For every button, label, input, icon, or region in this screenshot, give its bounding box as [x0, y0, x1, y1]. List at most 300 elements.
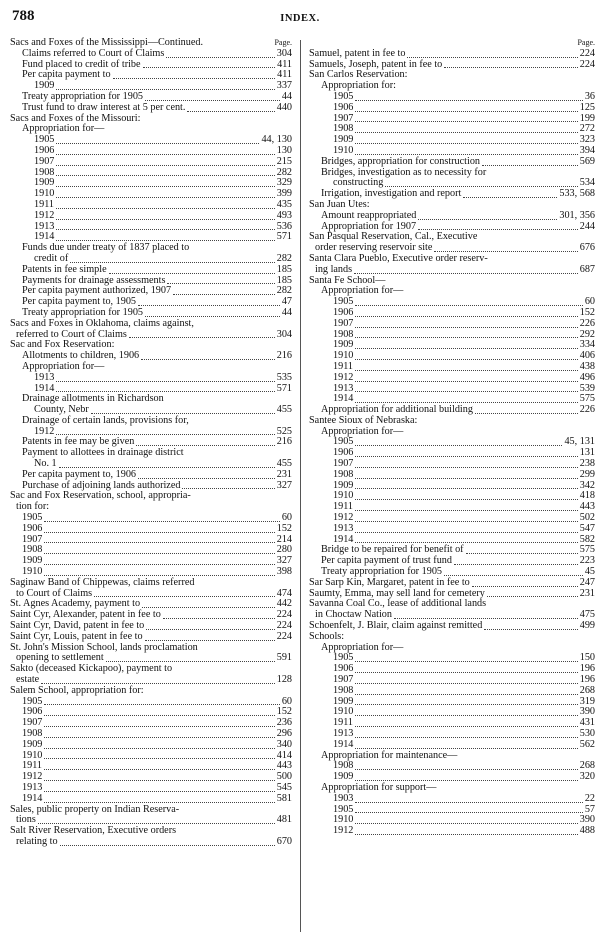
index-entry-page: 268 [579, 684, 595, 696]
dot-leader [472, 586, 578, 587]
index-entry [10, 772, 292, 783]
index-entry-text: 1914 [34, 382, 55, 394]
index-entry-text: Schools: [309, 630, 345, 642]
index-entry-text: 1907 [22, 717, 43, 729]
index-entry-text: 1912 [333, 371, 354, 383]
dot-leader [418, 219, 557, 220]
index-entry-text: 1908 [333, 760, 354, 772]
index-entry-page: 196 [579, 663, 595, 675]
dot-leader [418, 229, 578, 230]
index-entry-page: 231 [276, 468, 292, 480]
dot-leader [355, 683, 577, 684]
index-entry-text: Saint Cyr, Alexander, patent in fee to [10, 609, 161, 621]
dot-leader [44, 769, 275, 770]
index-entry-page: 399 [276, 188, 292, 200]
index-entry-page: 535 [276, 371, 292, 383]
dot-leader [163, 618, 275, 619]
index-entry-text: Sar Sarp Kin, Margaret, patent in fee to [309, 576, 470, 588]
index-entry-text: Appropriation for support— [321, 781, 437, 793]
index-entry-text: 1906 [333, 663, 354, 675]
dot-leader [113, 78, 276, 79]
dot-leader [56, 143, 259, 144]
dot-leader [44, 726, 274, 727]
index-entry-text: 1907 [333, 112, 354, 124]
dot-leader [355, 510, 578, 511]
index-entry-page: 301, 356 [559, 209, 595, 221]
index-entry-text: Bridge to be repaired for benefit of [321, 544, 464, 556]
index-entry-text: Salt River Reservation, Executive orders [10, 825, 177, 837]
index-entry [10, 794, 292, 805]
index-entry-text: estate [16, 674, 40, 686]
index-entry-text: 1908 [22, 728, 43, 739]
index-entry [10, 265, 292, 276]
dot-leader [44, 564, 274, 565]
index-entry-text: Appropriation for— [22, 360, 105, 372]
dot-leader [355, 780, 577, 781]
index-entry-text: Irrigation, investigation and report [321, 188, 462, 200]
index-entry-page: 530 [579, 728, 595, 739]
index-entry-page: 390 [579, 706, 595, 718]
dot-leader [475, 413, 578, 414]
dot-leader [355, 305, 582, 306]
index-entry-text: 1906 [22, 522, 43, 534]
index-entry [10, 157, 292, 168]
index-entry-text: 1909 [34, 80, 55, 92]
dot-leader [44, 532, 274, 533]
index-entry-text: Per capita payment to [22, 69, 111, 81]
index-entry [10, 632, 292, 643]
index-entry-text: Bridges, appropriation for construction [321, 155, 481, 167]
index-entry [309, 794, 595, 805]
index-entry-text: Treaty appropriation for 1905 [321, 566, 443, 578]
index-entry-page: 323 [579, 134, 595, 146]
index-entry-page: 571 [276, 231, 292, 243]
index-entry-page: 238 [579, 458, 595, 470]
index-entry-page: 224 [276, 609, 292, 621]
index-entry-text: 1909 [34, 177, 55, 189]
index-entry-text: Payments for drainage assessments [22, 274, 166, 286]
dot-leader [482, 165, 578, 166]
index-entry-text: Treaty appropriation for 1905 [22, 306, 144, 318]
index-entry-page: 268 [579, 760, 595, 772]
index-entry-text: Saint Cyr, Louis, patent in fee to [10, 630, 143, 642]
dot-leader [355, 132, 577, 133]
dot-leader [355, 726, 578, 727]
index-entry-page: 60 [281, 512, 292, 524]
index-entry-page: 499 [579, 620, 595, 632]
dot-leader [56, 89, 274, 90]
index-entry [10, 319, 292, 330]
index-entry-text: 1913 [34, 220, 55, 232]
dot-leader [94, 596, 275, 597]
index-entry-page: 406 [579, 350, 595, 362]
index-entry-text: 1905 [22, 512, 43, 524]
index-entry-text: Patents in fee may be given [22, 436, 135, 448]
index-entry-page: 435 [276, 198, 292, 210]
index-entry-page: 414 [276, 749, 292, 761]
index-entry-text: 1906 [333, 306, 354, 318]
dot-leader [44, 704, 279, 705]
index-entry-text: 1910 [22, 749, 43, 761]
index-entry-page: 390 [579, 814, 595, 826]
index-entry-page: 342 [579, 479, 595, 491]
index-entry-text: Sakto (deceased Kickapoo), payment to [10, 663, 173, 675]
index-entry-page: 226 [579, 317, 595, 329]
index-entry [10, 761, 292, 772]
dot-leader [355, 715, 577, 716]
index-entry-page: 670 [276, 835, 292, 847]
index-entry-page: 224 [276, 630, 292, 642]
index-entry-text: 1906 [333, 101, 354, 113]
index-entry-text: St. John's Mission School, lands proclamation [10, 641, 198, 653]
index-entry-page: 60 [584, 296, 595, 308]
index-entry-text: 1912 [34, 209, 55, 221]
index-entry-text: 1909 [333, 695, 354, 707]
dot-leader [355, 834, 577, 835]
index-entry [10, 837, 292, 848]
index-entry [10, 805, 292, 816]
dot-leader [146, 629, 274, 630]
index-entry-page: 36 [584, 90, 595, 102]
dot-leader [44, 758, 274, 759]
column-divider [300, 40, 301, 932]
dot-leader [434, 251, 577, 252]
index-entry-page: 45, 131 [564, 436, 595, 448]
index-entry-page: 236 [276, 717, 292, 729]
index-entry-text: 1911 [333, 717, 353, 729]
index-entry-text: 1910 [333, 144, 354, 156]
index-entry-text: 1905 [34, 134, 55, 146]
index-entry [10, 491, 292, 502]
index-entry [10, 513, 292, 524]
dot-leader [355, 521, 577, 522]
dot-leader [44, 521, 279, 522]
index-entry [309, 826, 595, 837]
dot-leader [70, 262, 274, 263]
dot-leader [355, 672, 577, 673]
index-entry-text: 1905 [333, 652, 354, 664]
index-entry-text: 1909 [22, 555, 43, 567]
dot-leader [444, 67, 577, 68]
index-entry-text: San Juan Utes: [309, 198, 370, 210]
index-entry-page: 455 [276, 458, 292, 470]
index-entry-text: ing lands [315, 263, 353, 275]
index-entry-text: Saint Cyr, David, patent in fee to [10, 620, 145, 632]
index-entry-text: 1906 [22, 706, 43, 718]
index-entry-page: 525 [276, 425, 292, 437]
dot-leader [454, 564, 578, 565]
dot-leader [355, 542, 577, 543]
page-number: 788 [12, 8, 35, 24]
index-entry-text: 1910 [333, 814, 354, 826]
dot-leader [394, 618, 578, 619]
index-entry [309, 740, 595, 751]
dot-leader [484, 629, 577, 630]
index-entry-text: 1912 [333, 825, 354, 837]
index-entry-text: 1912 [34, 425, 55, 437]
dot-leader [38, 823, 275, 824]
index-entry-page: 224 [276, 620, 292, 632]
index-entry-page: 216 [276, 436, 292, 448]
index-entry-page: 196 [579, 674, 595, 686]
index-entry [10, 502, 292, 513]
dot-leader [56, 381, 274, 382]
dot-leader [355, 100, 582, 101]
index-entry-page: 442 [276, 598, 292, 610]
index-entry-text: 1912 [22, 771, 43, 783]
dot-leader [44, 748, 274, 749]
dot-leader [56, 197, 274, 198]
index-entry-text: 1903 [333, 792, 354, 804]
dot-leader [56, 434, 274, 435]
index-entry-page: 282 [276, 285, 292, 297]
dot-leader [354, 273, 578, 274]
index-entry-text: Samuels, Joseph, patent in fee to [309, 58, 443, 70]
dot-leader [355, 111, 577, 112]
dot-leader [56, 208, 275, 209]
index-entry-text: Samuel, patent in fee to [309, 47, 406, 59]
dot-leader [355, 467, 577, 468]
index-entry-page: 569 [579, 155, 595, 167]
index-entry [10, 751, 292, 762]
index-entry-text: 1906 [333, 447, 354, 459]
index-entry [309, 621, 595, 632]
index-entry-page: 185 [276, 263, 292, 275]
index-entry-page: 299 [579, 468, 595, 480]
index-entry-page: 687 [579, 263, 595, 275]
dot-leader [138, 305, 280, 306]
index-entry [10, 783, 292, 794]
dot-leader [355, 402, 577, 403]
dot-leader [355, 359, 577, 360]
index-entry-page: 152 [276, 522, 292, 534]
index-entry-text: opening to settlement [16, 652, 104, 664]
index-entry-text: 1908 [333, 328, 354, 340]
dot-leader [145, 640, 275, 641]
dot-leader [355, 143, 577, 144]
index-entry-page: 493 [276, 209, 292, 221]
dot-leader [355, 812, 582, 813]
index-entry-text: Saginaw Band of Chippewas, claims referred [10, 576, 195, 588]
index-entry-text: No. 1 [34, 458, 57, 470]
index-entry-text: 1907 [34, 155, 55, 167]
dot-leader [355, 532, 577, 533]
index-entry-text: 1906 [34, 144, 55, 156]
index-entry-text: Saumty, Emma, may sell land for cemetery [309, 587, 485, 599]
index-entry-page: 125 [579, 101, 595, 113]
dot-leader [56, 165, 274, 166]
index-entry-text: 1910 [333, 490, 354, 502]
index-entry-page: 575 [579, 544, 595, 556]
dot-leader [44, 553, 274, 554]
index-entry-page: 536 [276, 220, 292, 232]
index-entry-text: 1907 [333, 458, 354, 470]
index-entry-text: Patents in fee simple [22, 263, 107, 275]
dot-leader [355, 748, 577, 749]
index-entry-text: Savanna Coal Co., lease of additional lands [309, 598, 487, 610]
dot-leader [355, 121, 577, 122]
index-entry [309, 211, 595, 222]
index-entry [10, 718, 292, 729]
index-entry-text: 1908 [333, 684, 354, 696]
index-column-right [309, 38, 595, 837]
index-entry [309, 157, 595, 168]
index-entry-page: 47 [281, 296, 292, 308]
index-entry [10, 373, 292, 384]
dot-leader [355, 337, 577, 338]
index-entry-text: 1913 [333, 382, 354, 394]
index-entry-page: 282 [276, 166, 292, 178]
index-entry-text: 1905 [333, 296, 354, 308]
index-entry-page: 411 [277, 69, 292, 81]
index-entry-page: 231 [579, 587, 595, 599]
index-entry-text: 1909 [22, 738, 43, 750]
page-column-heading: Page. [274, 38, 292, 47]
index-entry [309, 319, 595, 330]
index-entry-page: 60 [281, 695, 292, 707]
index-entry [10, 545, 292, 556]
dot-leader [355, 327, 577, 328]
index-entry-page: 44 [281, 306, 292, 318]
index-entry-text: 1908 [333, 468, 354, 480]
index-entry-text: 1914 [333, 533, 354, 545]
index-entry-page: 571 [276, 382, 292, 394]
index-entry-page: 398 [276, 566, 292, 578]
index-entry-text: 1905 [333, 90, 354, 102]
index-entry-text: relating to [16, 835, 58, 847]
index-entry-text: 1910 [22, 566, 43, 578]
index-entry [10, 729, 292, 740]
dot-leader [59, 467, 275, 468]
index-entry-page: 280 [276, 544, 292, 556]
index-entry-text: Santee Sioux of Nebraska: [309, 414, 418, 426]
index-entry-text: 1909 [333, 771, 354, 783]
index-entry-text: 1914 [34, 231, 55, 243]
index-entry-text: 1909 [333, 479, 354, 491]
dot-leader [44, 575, 274, 576]
index-entry-text: Sac and Fox Reservation, school, appropria- [10, 490, 191, 502]
dot-leader [60, 845, 275, 846]
index-entry-text: constructing [333, 177, 384, 189]
index-entry-page: 131 [579, 447, 595, 459]
index-entry-text: Appropriation for— [321, 285, 404, 297]
index-entry-page: 431 [579, 717, 595, 729]
index-entry-text: County, Nebr [34, 404, 89, 416]
index-entry-page: 475 [579, 609, 595, 621]
index-entry-page: 44, 130 [261, 134, 292, 146]
dot-leader [138, 478, 275, 479]
index-entry-page: 474 [276, 587, 292, 599]
dot-leader [41, 683, 275, 684]
dot-leader [355, 661, 577, 662]
dot-leader [407, 57, 577, 58]
index-entry-text: Trust fund to draw interest at 5 per cent. [22, 101, 186, 113]
index-entry-text: San Carlos Reservation: [309, 69, 408, 81]
dot-leader [56, 219, 274, 220]
index-entry-text: tions [16, 814, 36, 826]
index-entry-text: San Pasqual Reservation, Cal., Executive [309, 231, 478, 243]
index-entry-page: 455 [276, 404, 292, 416]
dot-leader [355, 704, 577, 705]
dot-leader [56, 391, 274, 392]
index-entry-text: Santa Fe School— [309, 274, 386, 286]
index-entry-text: referred to Court of Claims [16, 328, 127, 340]
dot-leader [355, 488, 577, 489]
index-entry [10, 524, 292, 535]
index-entry-page: 575 [579, 393, 595, 405]
dot-leader [355, 456, 577, 457]
index-entry-text: Per capita payment to, 1906 [22, 468, 137, 480]
index-entry-text: Sac and Fox Reservation: [10, 339, 115, 351]
index-entry-text: 1912 [333, 512, 354, 524]
index-entry-text: Appropriation for— [321, 641, 404, 653]
index-entry [10, 740, 292, 751]
index-entry-text: order reserving reservoir site [315, 242, 433, 254]
index-entry-page: 296 [276, 728, 292, 739]
index-entry-text: 1908 [22, 544, 43, 556]
dot-leader [141, 359, 275, 360]
index-entry-text: 1908 [333, 123, 354, 135]
dot-leader [466, 553, 578, 554]
index-entry-page: 496 [579, 371, 595, 383]
index-entry-page: 411 [277, 58, 292, 70]
index-entry-text: Sales, public property on Indian Reserva- [10, 803, 180, 815]
dot-leader [44, 791, 274, 792]
index-entry-text: Per capita payment of trust fund [321, 555, 452, 567]
index-entry-text: credit of [34, 252, 69, 264]
index-entry-page: 534 [579, 177, 595, 189]
index-entry-page: 533, 568 [559, 188, 595, 200]
index-entry-text: 1910 [333, 706, 354, 718]
index-entry-page: 214 [276, 533, 292, 545]
dot-leader [355, 370, 578, 371]
index-entry-page: 443 [276, 760, 292, 772]
index-entry [10, 103, 292, 114]
index-column-left [10, 38, 292, 848]
dot-leader [56, 154, 274, 155]
index-entry-page: 282 [276, 252, 292, 264]
index-entry [10, 697, 292, 708]
dot-leader [385, 186, 577, 187]
dot-leader [355, 769, 577, 770]
index-entry-text: 1905 [333, 803, 354, 815]
index-entry-page: 226 [579, 404, 595, 416]
dot-leader [355, 823, 577, 824]
index-entry-page: 223 [579, 555, 595, 567]
index-entry-page: 340 [276, 738, 292, 750]
index-entry-page: 500 [276, 771, 292, 783]
dot-leader [44, 715, 274, 716]
index-entry-page: 272 [579, 123, 595, 135]
dot-leader [463, 197, 557, 198]
index-entry-text: 1910 [333, 350, 354, 362]
index-entry-text: 1911 [22, 760, 42, 772]
dot-leader [355, 391, 577, 392]
dot-leader [91, 413, 275, 414]
dot-leader [44, 737, 274, 738]
index-entry-text: Drainage of certain lands, provisions for, [22, 414, 189, 426]
index-entry-page: 199 [579, 112, 595, 124]
index-entry-text: Treaty appropriation for 1905 [22, 90, 144, 102]
index-entry-page: 152 [276, 706, 292, 718]
index-entry-page: 334 [579, 339, 595, 351]
index-entry-text: 1911 [333, 501, 353, 513]
index-entry-text: 1914 [333, 393, 354, 405]
index-entry-text: 1911 [333, 360, 353, 372]
index-entry-page: 22 [584, 792, 595, 804]
index-entry-page: 224 [579, 58, 595, 70]
dot-leader [56, 186, 274, 187]
